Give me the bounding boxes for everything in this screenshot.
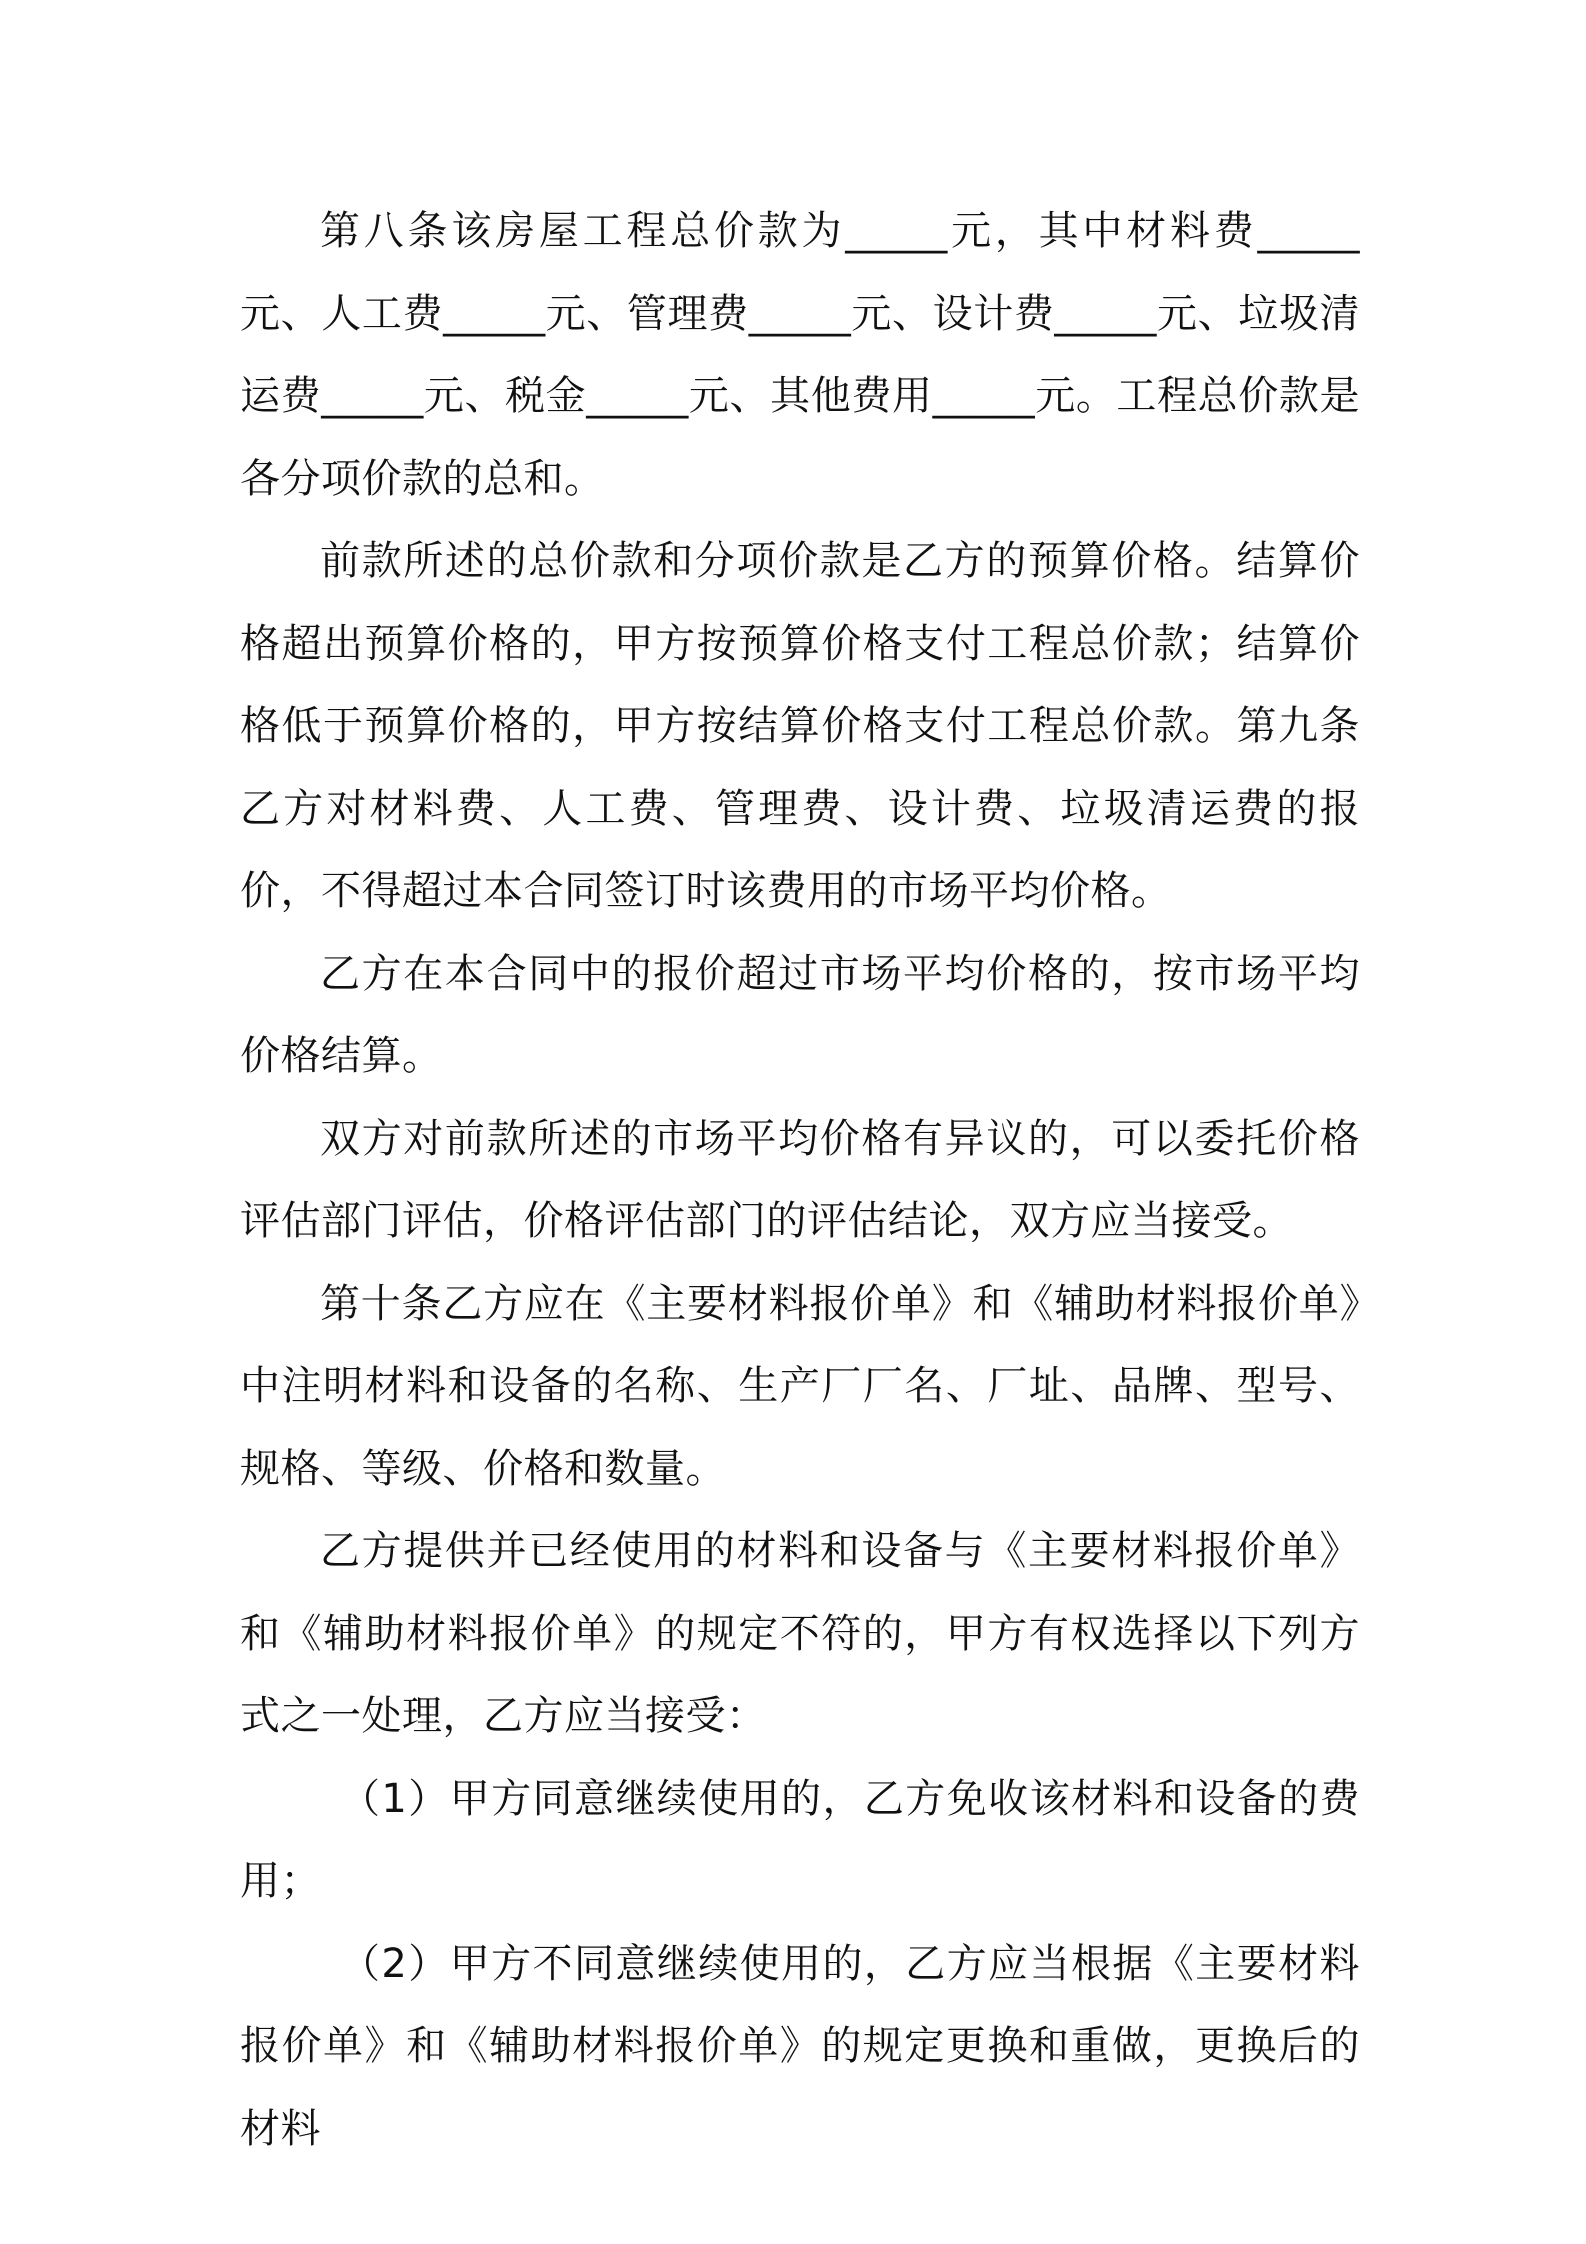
list-item-option-2: （2）甲方不同意继续使用的，乙方应当根据《主要材料报价单》和《辅助材料报价单》的规定更换和重做，更换后的材料 (240, 1940, 1360, 2152)
paragraph-price-evaluation: 双方对前款所述的市场平均价格有异议的，可以委托价格评估部门评估，价格评估部门的评估结论，双方应当接受。 (240, 1115, 1360, 1244)
paragraph-article-8: 第八条该房屋工程总价款为_____元，其中材料费_____元、人工费_____元、管理费_____元、设计费_____元、垃圾清运费_____元、税金_____元、其他费用_____元。工程总价款是各分项价款的总和。 (240, 208, 1360, 502)
list-item-option-1: （1）甲方同意继续使用的，乙方免收该材料和设备的费用； (240, 1775, 1360, 1904)
paragraph-nonconforming-materials: 乙方提供并已经使用的材料和设备与《主要材料报价单》和《辅助材料报价单》的规定不符的，甲方有权选择以下列方式之一处理，乙方应当接受： (240, 1528, 1360, 1739)
paragraph-market-average: 乙方在本合同中的报价超过市场平均价格的，按市场平均价格结算。 (240, 950, 1360, 1079)
paragraph-budget-price: 前款所述的总价款和分项价款是乙方的预算价格。结算价格超出预算价格的，甲方按预算价格支付工程总价款；结算价格低于预算价格的，甲方按结算价格支付工程总价款。第九条乙方对材料费、人工费、管理费、设计费、垃圾清运费的报价，不得超过本合同签订时该费用的市场平均价格。 (240, 538, 1360, 914)
document-body (240, 190, 1360, 2170)
paragraph-article-10: 第十条乙方应在《主要材料报价单》和《辅助材料报价单》中注明材料和设备的名称、生产厂厂名、厂址、品牌、型号、规格、等级、价格和数量。 (240, 1280, 1360, 1492)
